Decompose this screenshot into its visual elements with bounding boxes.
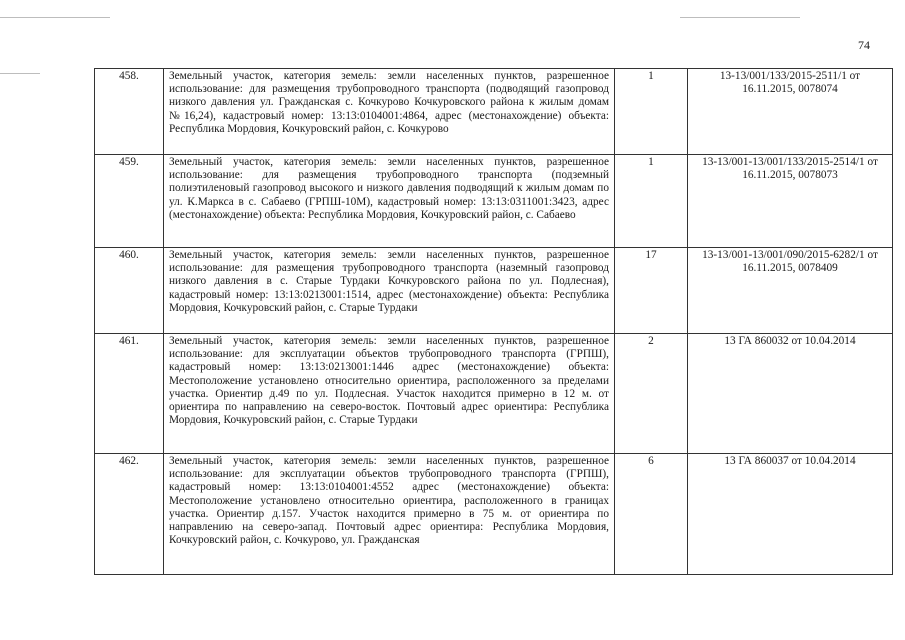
area-value: 2: [615, 334, 688, 454]
row-number: 460.: [95, 248, 164, 334]
table-row: [95, 454, 893, 575]
registration-record: 13-13/001-13/001/133/2015-2514/1 от 16.11.2015, 0078073: [688, 155, 893, 248]
area-value: 17: [615, 248, 688, 334]
page-number: 74: [858, 38, 870, 52]
table-row: [95, 248, 893, 334]
area-value: 6: [615, 454, 688, 575]
scan-artifact-line: [680, 17, 800, 18]
registration-record: 13 ГА 860032 от 10.04.2014: [688, 334, 893, 454]
table-row: [95, 155, 893, 248]
scan-artifact-line: [0, 17, 110, 18]
registration-record: 13-13/001/133/2015-2511/1 от 16.11.2015, 0078074: [688, 69, 893, 155]
registration-record: 13 ГА 860037 от 10.04.2014: [688, 454, 893, 575]
table-row: [95, 69, 893, 155]
row-number: 462.: [95, 454, 164, 575]
property-description: Земельный участок, категория земель: земли населенных пунктов, разрешенное использование: для эксплуатации объектов трубопроводного транспорта (ГРПШ), кадастровый номер: 13:13:0213001:1446 адрес (местонахождение) объекта: Местоположение установлено относительно ориентира, расположенного за пределами участка. Ориентир д.49 по ул. Подлесная. Участок находится примерно в 12 м. от ориентира по направлению на северо-восток. Почтовый адрес ориентира: Республика Мордовия, Кочкуровский район, с. Старые Турдаки: [164, 334, 615, 454]
property-description: Земельный участок, категория земель: земли населенных пунктов, разрешенное использование: для эксплуатации объектов трубопроводного транспорта (ГРПШ), кадастровый номер: 13:13:0104001:4552 адрес (местонахождение) объекта: Местоположение установлено относительно ориентира, расположенного в границах участка. Ориентир д.157. Участок находится примерно в 75 м. от ориентира по направлению на северо-запад. Почтовый адрес ориентира: Республика Мордовия, Кочкуровский район, с. Кочкурово, ул. Гражданская: [164, 454, 615, 575]
scan-artifact-line: [0, 73, 40, 74]
row-number: 458.: [95, 69, 164, 155]
row-number: 461.: [95, 334, 164, 454]
area-value: 1: [615, 69, 688, 155]
property-description: Земельный участок, категория земель: земли населенных пунктов, разрешенное использование: для размещения трубопроводного транспорта (подводящий газопровод низкого давления ул. Гражданская с. Кочкурово Кочкуровского района к жилым домам №16,24), кадастровый номер: 13:13:0104001:4864, адрес (местонахождение) объекта: Республика Мордовия, Кочкуровский район, с. Кочкурово: [164, 69, 615, 155]
area-value: 1: [615, 155, 688, 248]
registration-record: 13-13/001-13/001/090/2015-6282/1 от 16.11.2015, 0078409: [688, 248, 893, 334]
property-description: Земельный участок, категория земель: земли населенных пунктов, разрешенное использование: для размещения трубопроводного транспорта (подземный полиэтиленовый газопровод высокого и низкого давления подводящий к жилым домам по ул. К.Маркса в с. Сабаево (ГРПШ-10М), кадастровый номер: 13:13:0311001:3423, адрес (местонахождение) объекта: Республика Мордовия, Кочкуровский район, с. Сабаево: [164, 155, 615, 248]
property-description: Земельный участок, категория земель: земли населенных пунктов, разрешенное использование: для размещения трубопроводного транспорта (наземный газопровод низкого давления в с. Старые Турдаки Кочкуровского района по ул. Подлесная), кадастровый номер: 13:13:0213001:1514, адрес (местонахождение) объекта: Республика Мордовия, Кочкуровский район, с. Старые Турдаки: [164, 248, 615, 334]
row-number: 459.: [95, 155, 164, 248]
table-row: [95, 334, 893, 454]
property-registry-table: [94, 68, 893, 575]
